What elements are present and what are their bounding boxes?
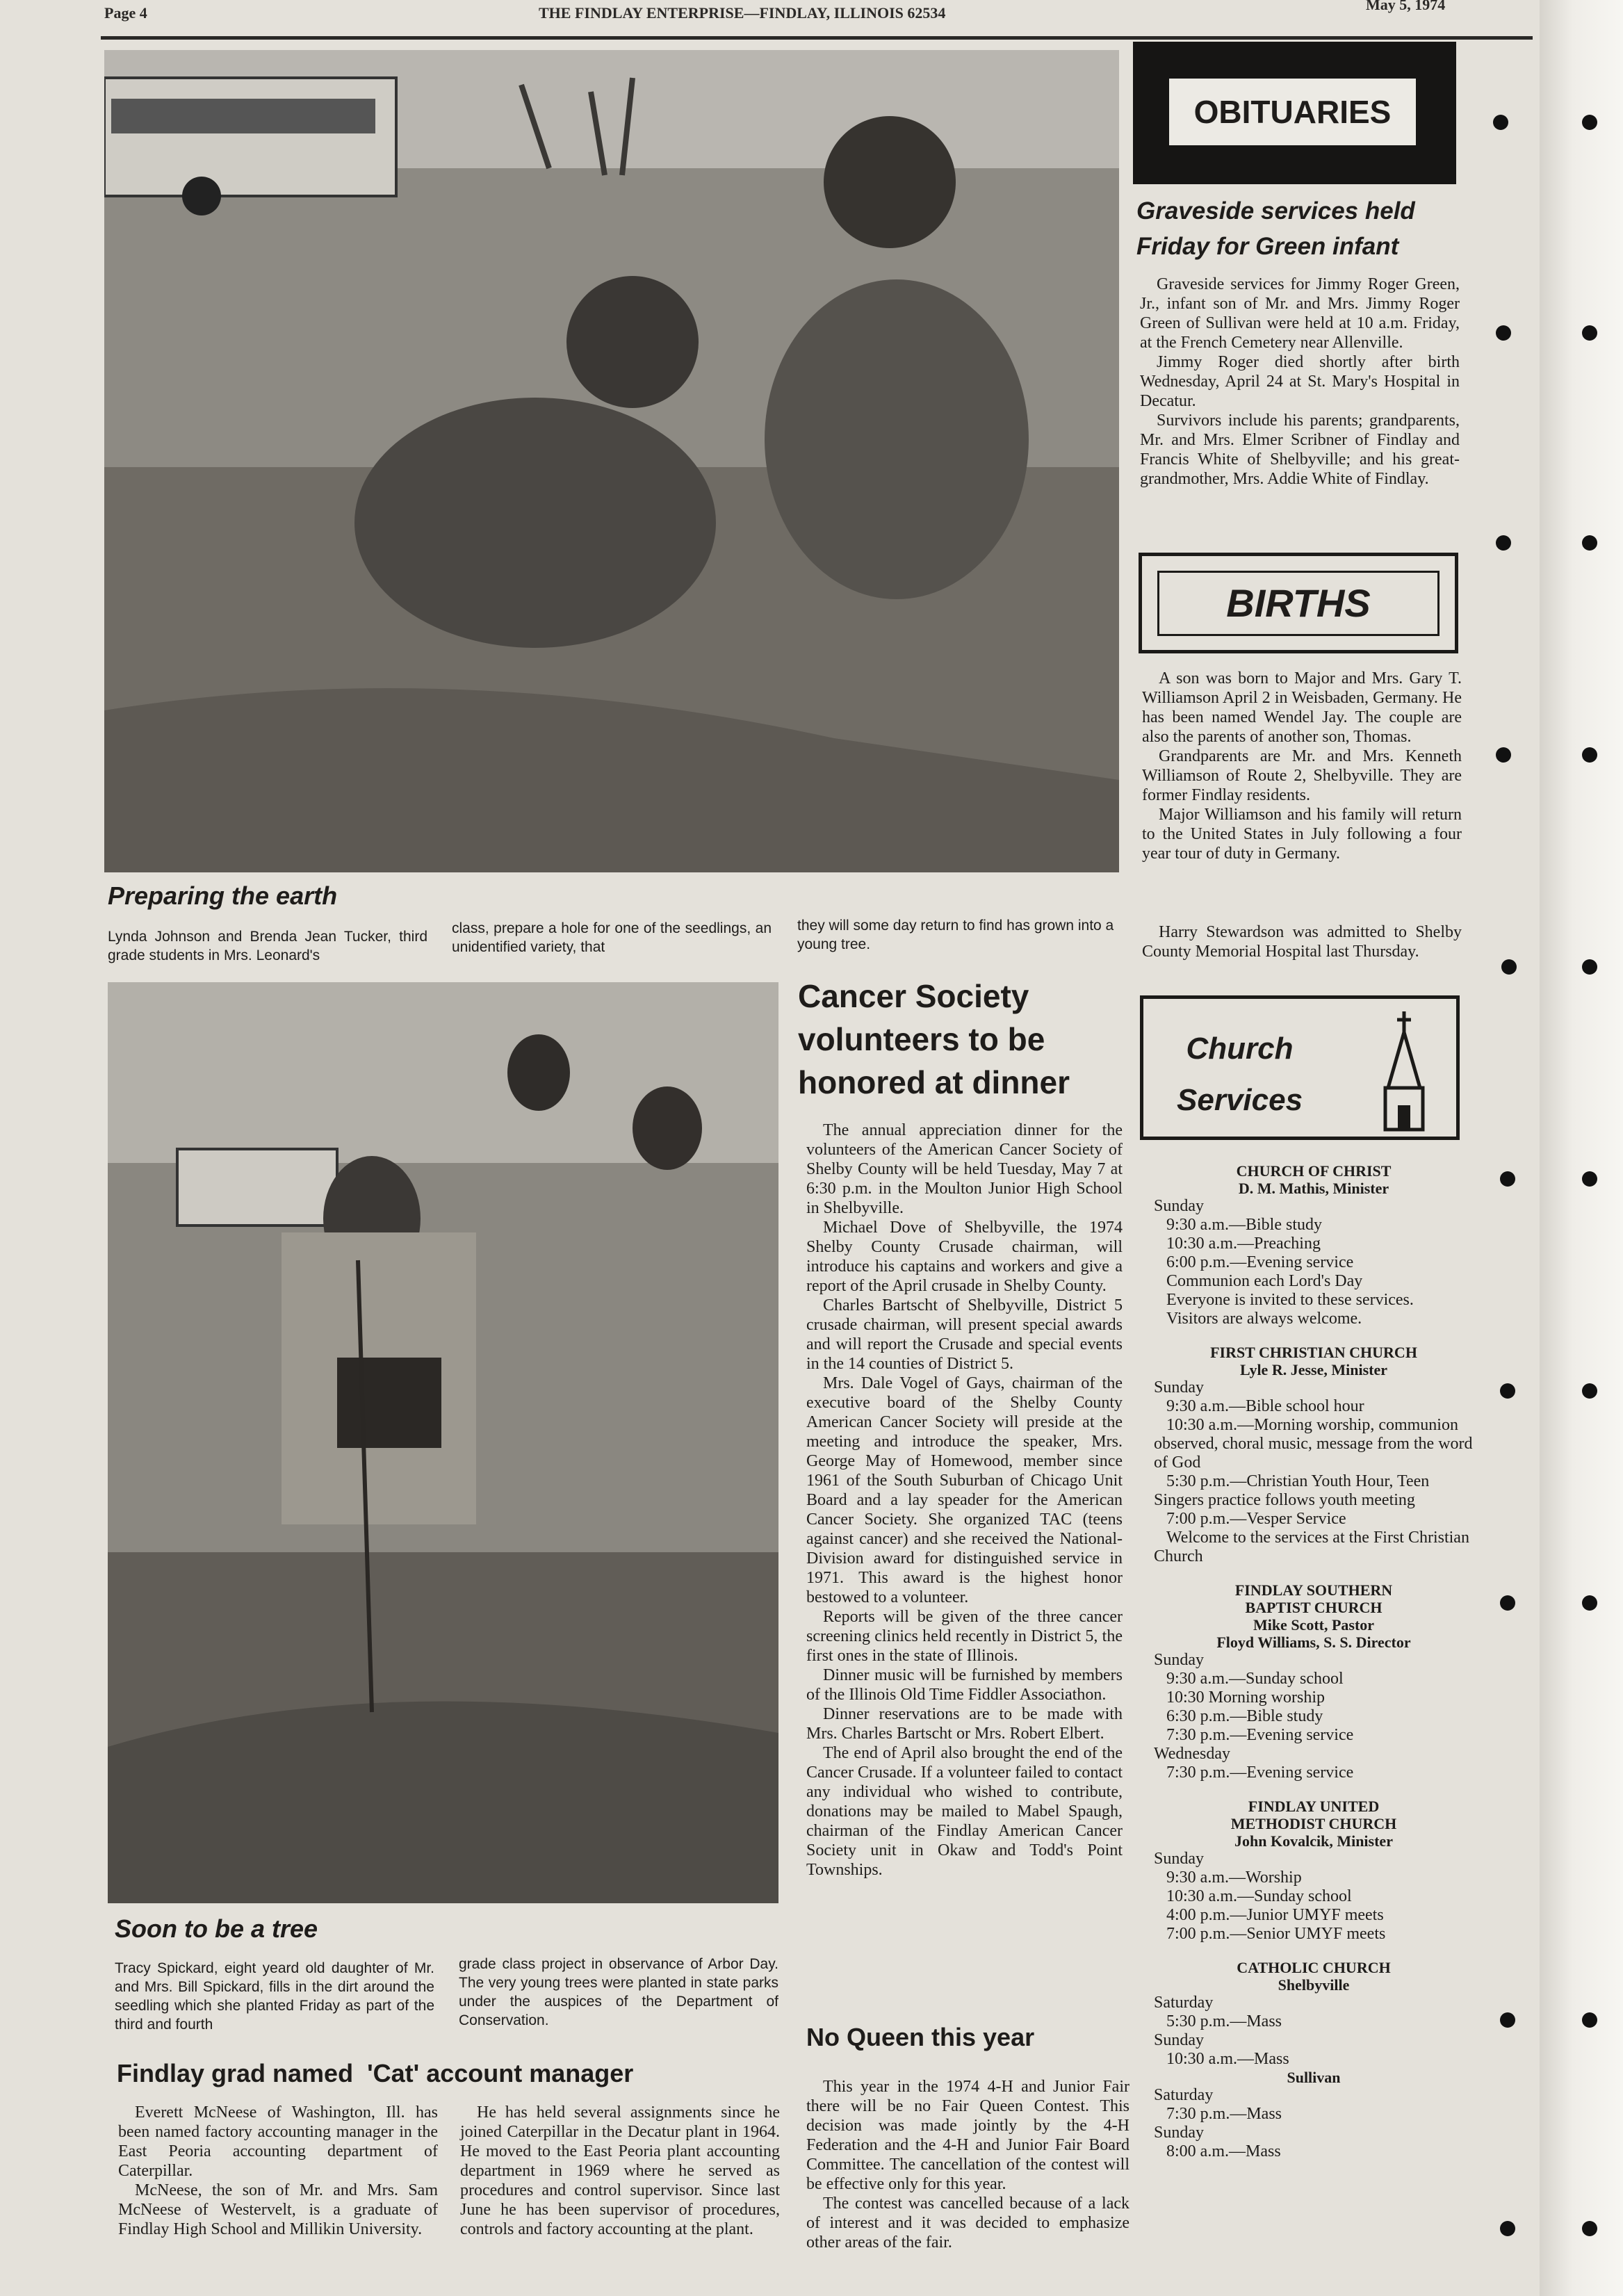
births-title: BIRTHS xyxy=(1157,571,1440,636)
hospital-note xyxy=(1142,922,1462,961)
cancer-paragraph: The end of April also brought the end of the Cancer Crusade. If a volunteer failed to contact any individual who wished to contribute, donations may be mailed to Mabel Spaugh, chairman of the Findlay American Cancer Society unit in Okaw and Todd's Point Townships. xyxy=(806,1744,1123,1879)
photo1-caption-col2: class, prepare a hole for one of the seedlings, an unidentified variety, that xyxy=(452,920,772,955)
punch-hole xyxy=(1500,1171,1515,1187)
church-name: CATHOLIC CHURCH xyxy=(1237,1959,1391,1976)
page-number: Page 4 xyxy=(104,4,147,22)
photo1-caption-col1: Lynda Johnson and Brenda Jean Tucker, third grade students in Mrs. Leonard's xyxy=(108,929,427,963)
punch-hole xyxy=(1582,535,1597,551)
births-paragraph: Grandparents are Mr. and Mrs. Kenneth Williamson of Route 2, Shelbyville. They are former Findlay residents. xyxy=(1142,747,1462,804)
issue-date: May 5, 1974 xyxy=(1366,0,1446,13)
punch-hole xyxy=(1582,959,1597,975)
church-schedule-line: Everyone is invited to these services. xyxy=(1154,1291,1414,1309)
header-rule xyxy=(101,36,1533,40)
church-steeple-icon xyxy=(1380,1011,1428,1135)
hospital-paragraph: Harry Stewardson was admitted to Shelby County Memorial Hospital last Thursday. xyxy=(1142,923,1462,961)
obituaries-banner xyxy=(1133,42,1456,184)
church-name: FINDLAY SOUTHERN xyxy=(1234,1581,1393,1599)
grad-headline: Findlay grad named 'Cat' account manager xyxy=(117,2059,634,2087)
church-schedule-line: 7:00 p.m.—Senior UMYF meets xyxy=(1154,1925,1386,1943)
church-schedule-line: Sunday xyxy=(1154,1651,1204,1669)
grad-paragraph: He has held several assignments since he joined Caterpillar in the Decatur plant in 1964. He moved to the East Peoria plant accounting department in 1969 where he served as procedures and control supervisor. Since last June he has been supervisor of procedures, controls and factory accounting at the plant. xyxy=(460,2103,780,2238)
obituary-paragraph: Survivors include his parents; grandparents, Mr. and Mrs. Elmer Scribner of Findlay and Francis White of Shelbyville; and his great-grandmother, Mrs. Addie White of Findlay. xyxy=(1140,412,1460,488)
photo2-caption-col2: grade class project in observance of Arbor Day. The very young trees were planted in state parks under the auspices of the Department of Conservation. xyxy=(459,1956,778,2028)
church-name: CHURCH OF CHRIST xyxy=(1236,1162,1392,1180)
church-name: Shelbyville xyxy=(1278,1976,1350,1994)
church-schedule-line: 4:00 p.m.—Junior UMYF meets xyxy=(1154,1906,1384,1924)
church-name: FIRST CHRISTIAN CHURCH xyxy=(1210,1344,1417,1361)
punch-hole xyxy=(1582,1595,1597,1611)
obituary-headline xyxy=(1136,193,1415,264)
church-schedule-line: Sunday xyxy=(1154,2031,1204,2049)
church-schedule-line: Saturday xyxy=(1154,2086,1214,2104)
church-schedule-line: 10:30 a.m.—Sunday school xyxy=(1154,1887,1352,1905)
church-schedule-line: Sunday xyxy=(1154,1850,1204,1868)
photo1-title: Preparing the earth xyxy=(108,881,338,910)
church-entry xyxy=(1154,1162,1474,1328)
church-schedule-line: 9:30 a.m.—Worship xyxy=(1154,1868,1302,1887)
punch-hole xyxy=(1496,747,1511,763)
church-entry xyxy=(1154,2069,1474,2161)
photo-preparing-the-earth xyxy=(104,50,1119,872)
cancer-paragraph: Charles Bartscht of Shelbyville, District 5 crusade chairman, will present special awards and will report the Crusade and special events in the 14 counties of District 5. xyxy=(806,1296,1123,1373)
church-schedule-line: 8:00 a.m.—Mass xyxy=(1154,2142,1281,2160)
punch-hole xyxy=(1500,1383,1515,1399)
photo2-title: Soon to be a tree xyxy=(115,1914,318,1943)
obituary-paragraph: Jimmy Roger died shortly after birth Wednesday, April 24 at St. Mary's Hospital in Decatur. xyxy=(1140,353,1460,410)
punch-hole xyxy=(1500,2221,1515,2236)
queen-paragraph: The contest was cancelled because of a lack of interest and it was decided to emphasize other areas of the fair. xyxy=(806,2195,1129,2252)
church-schedule-line: Saturday xyxy=(1154,1994,1214,2012)
church-schedule-line: 7:30 p.m.—Evening service xyxy=(1154,1726,1354,1744)
grad-paragraph: Everett McNeese of Washington, Ill. has been named factory accounting manager in the East Peoria accounting department of Caterpillar. xyxy=(118,2103,438,2180)
church-schedule-line: 9:30 a.m.—Sunday school xyxy=(1154,1670,1344,1688)
church-schedule-line: 10:30 Morning worship xyxy=(1154,1688,1325,1707)
births-body xyxy=(1142,669,1462,863)
cancer-article-body xyxy=(806,1121,1123,1880)
punch-hole xyxy=(1582,325,1597,341)
cancer-paragraph: Reports will be given of the three cancer screening clinics held recently in District 5, the first ones in the state of Illinois. xyxy=(806,1608,1123,1665)
church-title-line: Services xyxy=(1177,1083,1303,1117)
church-schedule-line: Communion each Lord's Day xyxy=(1154,1272,1363,1290)
cancer-paragraph: Mrs. Dale Vogel of Gays, chairman of the executive board of the Shelby County American Cancer Society will preside at the meeting and introduce the speaker, Mrs. George May of Homewood, member since 1961 of the South Suburban of Chicago Unit Board and a lay speader for the American Cancer Society. She organized TAC (teens against cancer) and she received the National-Division award for distinguished service in 1971. This award is the highest honor bestowed to a volunteer. xyxy=(806,1374,1123,1606)
church-schedule-line: 6:30 p.m.—Bible study xyxy=(1154,1707,1323,1725)
church-name: METHODIST CHURCH xyxy=(1230,1815,1397,1832)
punch-hole xyxy=(1500,2012,1515,2028)
church-name: D. M. Mathis, Minister xyxy=(1238,1180,1389,1197)
church-name: BAPTIST CHURCH xyxy=(1245,1599,1383,1616)
church-name: Floyd Williams, S. S. Director xyxy=(1216,1634,1411,1651)
punch-hole xyxy=(1582,1171,1597,1187)
cancer-headline xyxy=(798,975,1070,1104)
church-schedule-line: 6:00 p.m.—Evening service xyxy=(1154,1253,1354,1271)
church-services-title xyxy=(1177,1023,1303,1126)
church-name: FINDLAY UNITED xyxy=(1248,1798,1380,1815)
obituary-headline-line: Graveside services held xyxy=(1136,197,1415,225)
queen-article-body xyxy=(806,2077,1129,2252)
obituary-headline-line: Friday for Green infant xyxy=(1136,233,1399,260)
church-schedule-line: 9:30 a.m.—Bible study xyxy=(1154,1216,1322,1234)
punch-hole xyxy=(1496,325,1511,341)
cancer-paragraph: Dinner music will be furnished by members of the Illinois Old Time Fiddler Associathon. xyxy=(806,1666,1123,1704)
cancer-headline-line: volunteers to be xyxy=(798,1021,1045,1057)
grad-paragraph: McNeese, the son of Mr. and Mrs. Sam McNeese of Westervelt, is a graduate of Findlay High School and Millikin University. xyxy=(118,2181,438,2238)
photo2-caption-col1: Tracy Spickard, eight yeard old daughter of Mr. and Mrs. Bill Spickard, fills in the dirt around the seedling which she planted Friday as part of the third and fourth xyxy=(115,1960,434,2033)
church-schedule-line: 9:30 a.m.—Bible school hour xyxy=(1154,1397,1364,1415)
church-services-banner xyxy=(1140,995,1460,1140)
church-entry xyxy=(1154,1798,1474,1944)
cancer-paragraph: Dinner reservations are to be made with Mrs. Charles Bartscht or Mrs. Robert Elbert. xyxy=(806,1705,1123,1743)
births-banner xyxy=(1139,553,1458,653)
obituary-paragraph: Graveside services for Jimmy Roger Green, Jr., infant son of Mr. and Mrs. Jimmy Roger Green of Sullivan were held at 10 a.m. Friday, at the French Cemetery near Allenville. xyxy=(1140,275,1460,352)
cancer-paragraph: The annual appreciation dinner for the volunteers of the American Cancer Society of Shelby County will be held Tuesday, May 7 at 6:30 p.m. in the Moulton Junior High School in Shelbyville. xyxy=(806,1121,1123,1217)
photo1-caption-col3: they will some day return to find has grown into a young tree. xyxy=(797,918,1114,952)
church-entry xyxy=(1154,1344,1477,1566)
punch-hole xyxy=(1493,115,1508,130)
church-schedule-line: 5:30 p.m.—Christian Youth Hour, Teen Singers practice follows youth meeting xyxy=(1154,1472,1434,1509)
grad-article-col2 xyxy=(460,2103,780,2239)
binding-strip xyxy=(1540,0,1623,2296)
photo-soon-to-be-a-tree xyxy=(108,982,778,1903)
punch-hole xyxy=(1582,2221,1597,2236)
punch-hole xyxy=(1582,747,1597,763)
church-name: John Kovalcik, Minister xyxy=(1234,1832,1393,1850)
obituary-body xyxy=(1140,275,1460,489)
church-schedule-line: 10:30 a.m.—Morning worship, communion observed, choral music, message from the word of God xyxy=(1154,1416,1477,1472)
grad-article-col1 xyxy=(118,2103,438,2239)
church-schedule-line: Sunday xyxy=(1154,1197,1204,1215)
punch-hole xyxy=(1582,2012,1597,2028)
church-schedule-line: Sunday xyxy=(1154,2124,1204,2142)
cancer-headline-line: Cancer Society xyxy=(798,978,1029,1014)
church-schedule-line: 7:30 p.m.—Mass xyxy=(1154,2105,1282,2123)
punch-hole xyxy=(1501,959,1517,975)
church-schedule-line: 7:30 p.m.—Evening service xyxy=(1154,1764,1354,1782)
church-schedule-line: Sunday xyxy=(1154,1378,1204,1397)
church-listings xyxy=(1154,1162,1477,2176)
births-paragraph: Major Williamson and his family will return to the United States in July following a four year tour of duty in Germany. xyxy=(1142,806,1462,863)
masthead: THE FINDLAY ENTERPRISE—FINDLAY, ILLINOIS 62534 xyxy=(539,4,946,22)
queen-headline: No Queen this year xyxy=(806,2023,1035,2051)
church-schedule-line: 10:30 a.m.—Preaching xyxy=(1154,1235,1321,1253)
church-entry xyxy=(1154,1581,1474,1782)
church-schedule-line: 7:00 p.m.—Vesper Service xyxy=(1154,1510,1346,1528)
church-schedule-line: 5:30 p.m.—Mass xyxy=(1154,2012,1282,2030)
obituaries-title: OBITUARIES xyxy=(1169,79,1416,145)
queen-paragraph: This year in the 1974 4-H and Junior Fair there will be no Fair Queen Contest. This decision was made jointly by the 4-H Federation and the 4-H and Junior Fair Board Committee. The cancellation of the contest will be effective only for this year. xyxy=(806,2078,1129,2193)
cancer-paragraph: Michael Dove of Shelbyville, the 1974 Shelby County Crusade chairman, will introduce his captains and workers and give a report of the April crusade in Shelby County. xyxy=(806,1219,1123,1295)
church-title-line: Church xyxy=(1186,1032,1294,1066)
church-schedule-line: Visitors are always welcome. xyxy=(1154,1310,1362,1328)
punch-hole xyxy=(1496,535,1511,551)
punch-hole xyxy=(1582,1383,1597,1399)
church-entry xyxy=(1154,1959,1474,2069)
church-schedule-line: Wednesday xyxy=(1154,1745,1231,1763)
church-name: Sullivan xyxy=(1287,2069,1341,2086)
church-name: Lyle R. Jesse, Minister xyxy=(1239,1361,1388,1378)
punch-hole xyxy=(1500,1595,1515,1611)
church-schedule-line: 10:30 a.m.—Mass xyxy=(1154,2050,1289,2068)
births-paragraph: A son was born to Major and Mrs. Gary T. Williamson April 2 in Weisbaden, Germany. He has been named Wendel Jay. The couple are also the parents of another son, Thomas. xyxy=(1142,669,1462,746)
church-schedule-line: Welcome to the services at the First Christian Church xyxy=(1154,1529,1474,1565)
cancer-headline-line: honored at dinner xyxy=(798,1064,1070,1100)
punch-hole xyxy=(1582,115,1597,130)
church-name: Mike Scott, Pastor xyxy=(1253,1616,1375,1634)
